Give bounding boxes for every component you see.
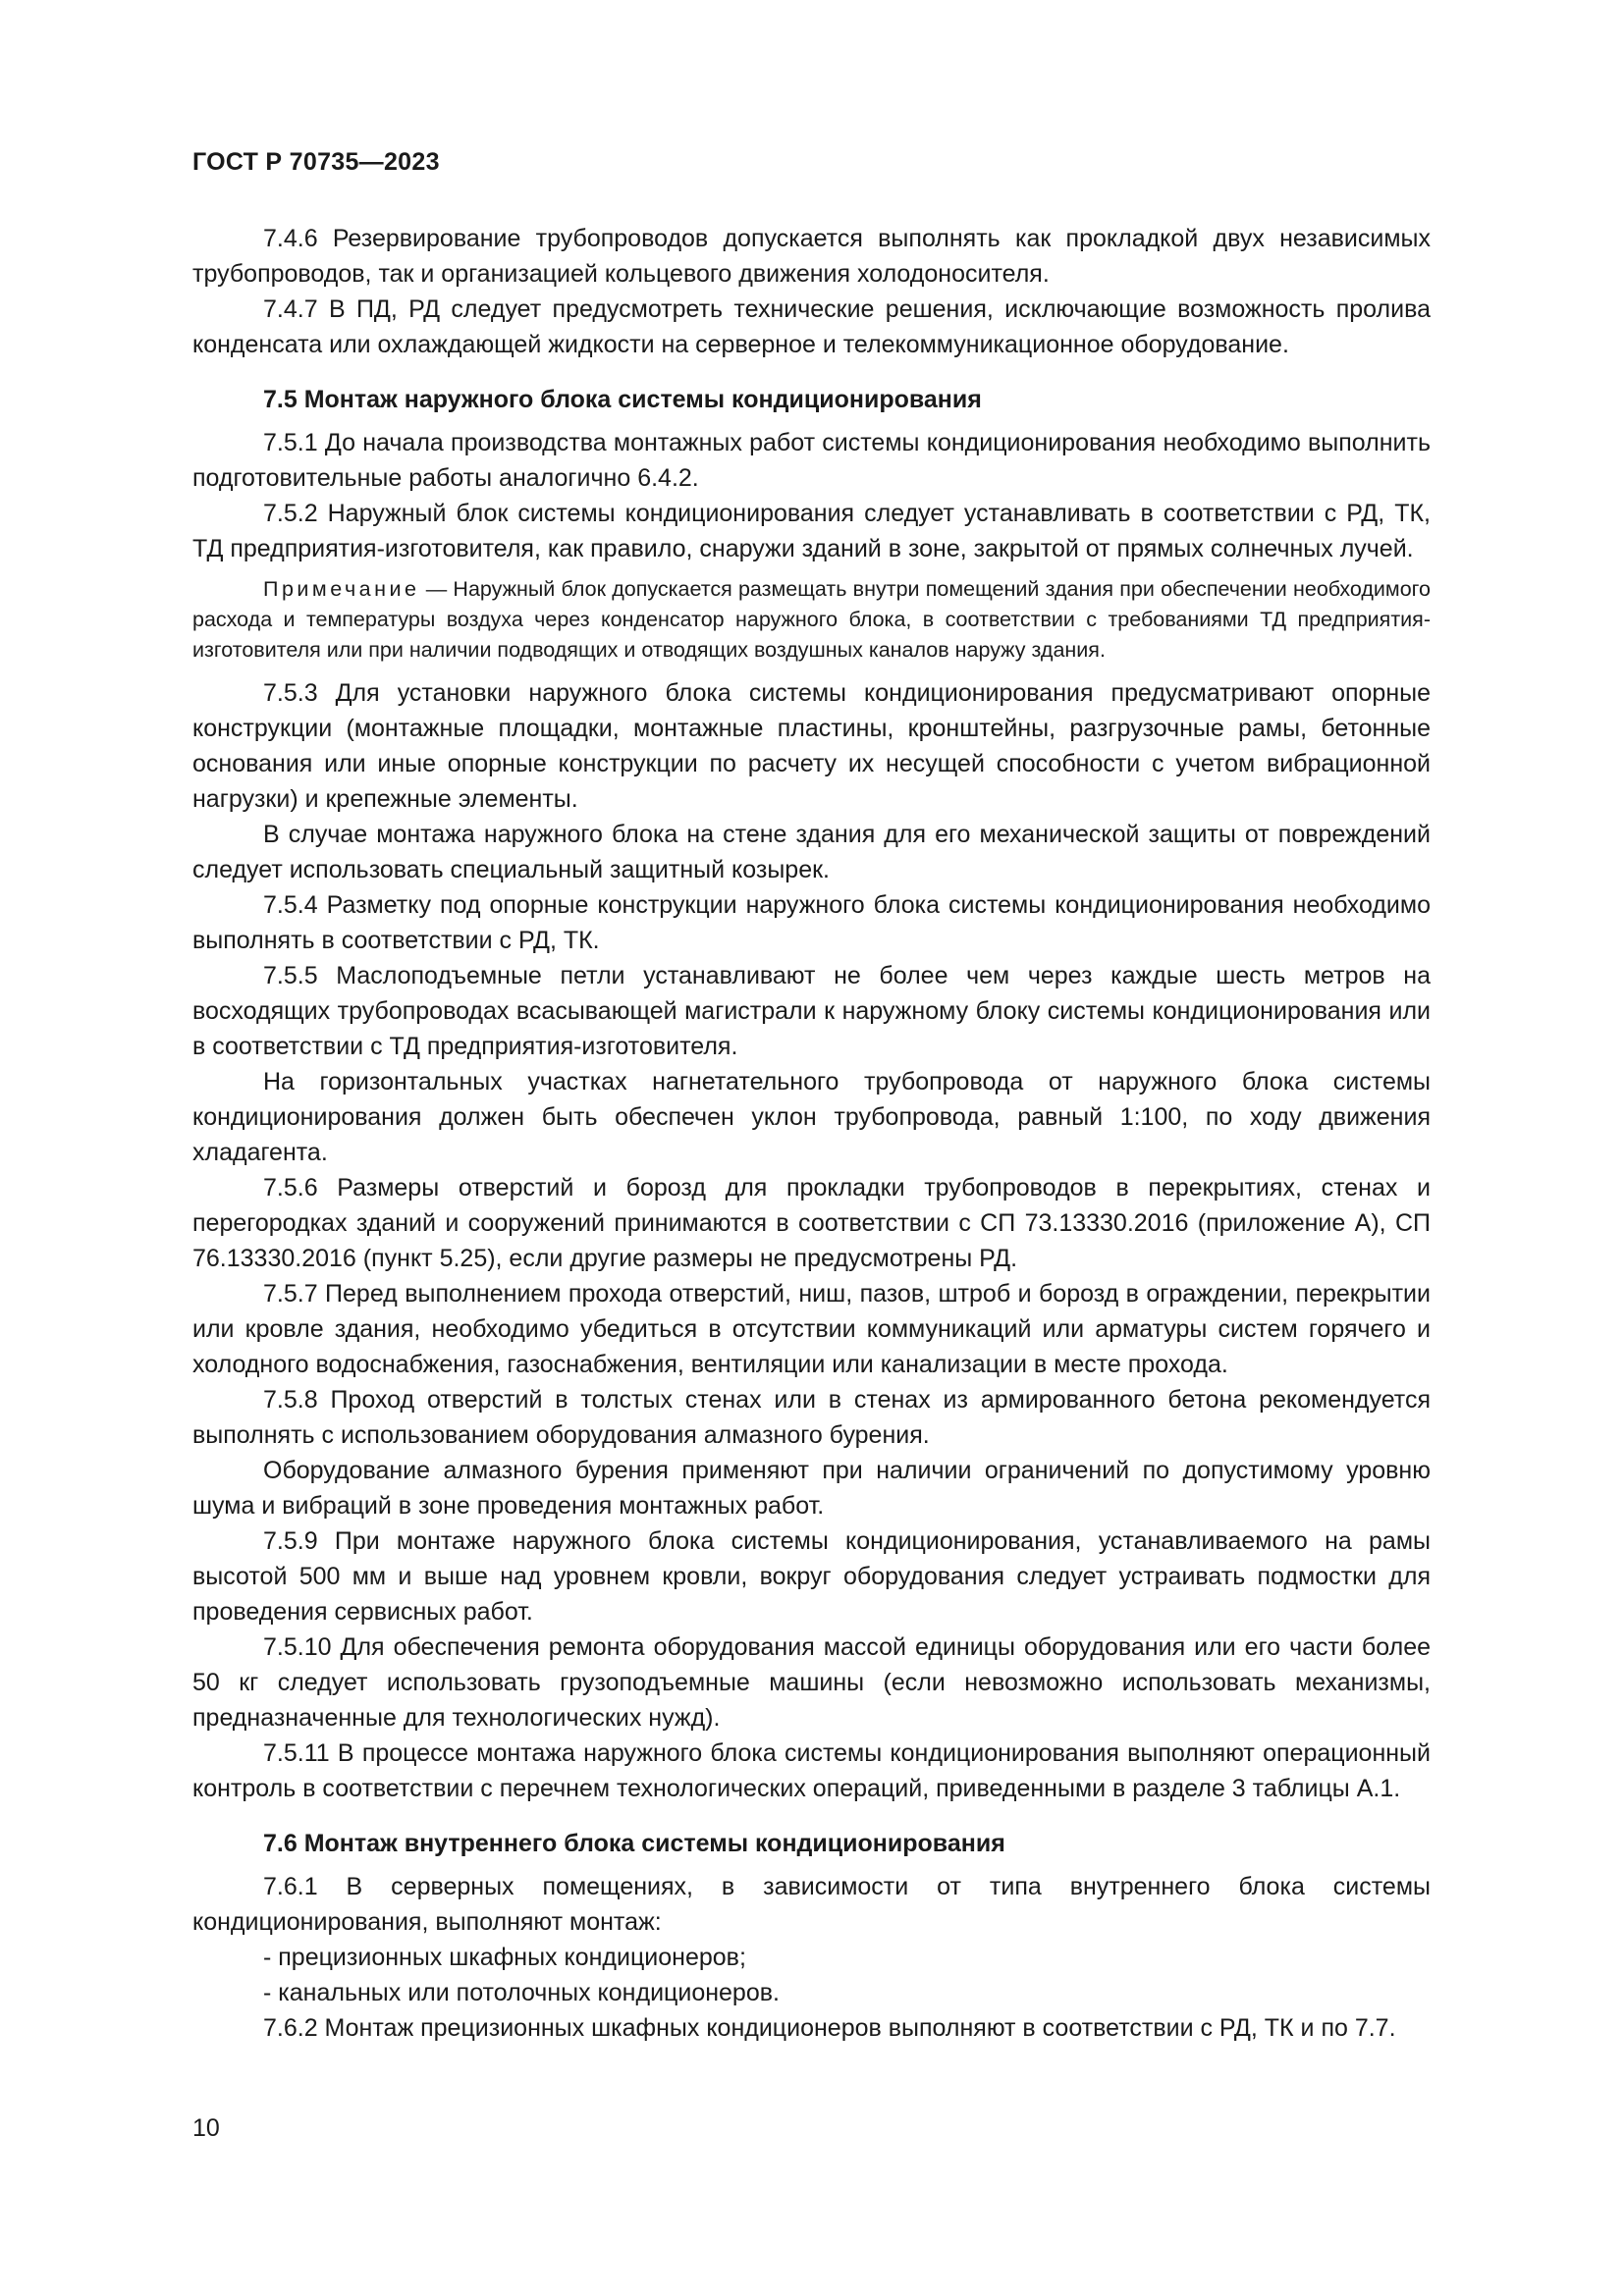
paragraph-7-5-2: 7.5.2 Наружный блок системы кондиционирования следует устанавливать в соответствии с РД, ТК, ТД предприятия-изготовителя, как правило, снаружи зданий в зоне, закрытой от прямых солнечных лучей. <box>192 500 1431 562</box>
paragraph-7-5-10: 7.5.10 Для обеспечения ремонта оборудования массой единицы оборудования или его части более 50 кг следует использовать грузоподъемные машины (если невозможно использовать механизмы, предназначенные для технологических нужд). <box>192 1633 1431 1732</box>
paragraph-7-5-5: 7.5.5 Маслоподъемные петли устанавливают не более чем через каждые шесть метров на восходящих трубопроводах всасывающей магистрали к наружному блоку системы кондиционирования или в соответствии с ТД предприятия-изготовителя. <box>192 962 1431 1060</box>
paragraph-7-5-9: 7.5.9 При монтаже наружного блока системы кондиционирования, устанавливаемого на рамы высотой 500 мм и выше над уровнем кровли, вокруг оборудования следует устраивать подмостки для проведения сервисных работ. <box>192 1527 1431 1626</box>
paragraph-7-5-11: 7.5.11 В процессе монтажа наружного блока системы кондиционирования выполняют операционный контроль в соответствии с перечнем технологических операций, приведенными в разделе 3 таблицы А.1. <box>192 1739 1431 1802</box>
list-item: - прецизионных шкафных кондиционеров; <box>263 1944 746 1971</box>
note-label: Примечание <box>263 577 420 601</box>
paragraph-7-6-1: 7.6.1 В серверных помещениях, в зависимости от типа внутреннего блока системы кондиционирования, выполняют монтаж: <box>192 1873 1431 1936</box>
paragraph-7-5-4: 7.5.4 Разметку под опорные конструкции наружного блока системы кондиционирования необходимо выполнять в соответствии с РД, ТК. <box>192 891 1431 954</box>
paragraph-7-4-6: 7.4.6 Резервирование трубопроводов допускается выполнять как прокладкой двух независимых трубопроводов, так и организацией кольцевого движения холодоносителя. <box>192 225 1431 288</box>
document-header: ГОСТ Р 70735—2023 <box>192 148 440 176</box>
paragraph-7-5-1: 7.5.1 До начала производства монтажных работ системы кондиционирования необходимо выполнить подготовительные работы аналогично 6.4.2. <box>192 429 1431 492</box>
document-body <box>192 221 1431 2046</box>
paragraph-7-5-8-cont: Оборудование алмазного бурения применяют при наличии ограничений по допустимому уровню шума и вибраций в зоне проведения монтажных работ. <box>192 1457 1431 1520</box>
paragraph-7-5-7: 7.5.7 Перед выполнением прохода отверстий, ниш, пазов, штроб и борозд в ограждении, перекрытии или кровле здания, необходимо убедиться в отсутствии коммуникаций или арматуры систем горячего и холодного водоснабжения, газоснабжения, вентиляции или канализации в месте прохода. <box>192 1280 1431 1378</box>
page-number: 10 <box>192 2114 220 2142</box>
paragraph-7-5-6: 7.5.6 Размеры отверстий и борозд для прокладки трубопроводов в перекрытиях, стенах и перегородках зданий и сооружений принимаются в соответствии с СП 73.13330.2016 (приложение А), СП 76.13330.2016 (пункт 5.25), если другие размеры не предусмотрены РД. <box>192 1174 1431 1272</box>
list-item: - канальных или потолочных кондиционеров. <box>263 1979 780 2006</box>
paragraph-7-4-7: 7.4.7 В ПД, РД следует предусмотреть технические решения, исключающие возможность пролива конденсата или охлаждающей жидкости на серверное и телекоммуникационное оборудование. <box>192 295 1431 358</box>
section-title-7-6: 7.6 Монтаж внутреннего блока системы кондиционирования <box>263 1830 1005 1857</box>
paragraph-7-5-3-cont: В случае монтажа наружного блока на стене здания для его механической защиты от повреждений следует использовать специальный защитный козырек. <box>192 821 1431 883</box>
note-text: — Наружный блок допускается размещать внутри помещений здания при обеспечении необходимого расхода и температуры воздуха через конденсатор наружного блока, в соответствии с требованиями ТД предприятия-изготовителя или при наличии подводящих и отводящих воздушных каналов наружу здания. <box>192 577 1431 662</box>
paragraph-7-5-3: 7.5.3 Для установки наружного блока системы кондиционирования предусматривают опорные конструкции (монтажные площадки, монтажные пластины, кронштейны, разгрузочные рамы, бетонные основания или иные опорные конструкции по расчету их несущей способности с учетом вибрационной нагрузки) и крепежные элементы. <box>192 679 1431 813</box>
paragraph-7-5-5-cont: На горизонтальных участках нагнетательного трубопровода от наружного блока системы кондиционирования должен быть обеспечен уклон трубопровода, равный 1:100, по ходу движения хладагента. <box>192 1068 1431 1166</box>
note <box>192 574 1431 666</box>
section-title-7-5: 7.5 Монтаж наружного блока системы кондиционирования <box>263 386 982 413</box>
paragraph-7-5-8: 7.5.8 Проход отверстий в толстых стенах или в стенах из армированного бетона рекомендуется выполнять с использованием оборудования алмазного бурения. <box>192 1386 1431 1449</box>
paragraph-7-6-2: 7.6.2 Монтаж прецизионных шкафных кондиционеров выполняют в соответствии с РД, ТК и по 7.7. <box>263 2014 1396 2042</box>
